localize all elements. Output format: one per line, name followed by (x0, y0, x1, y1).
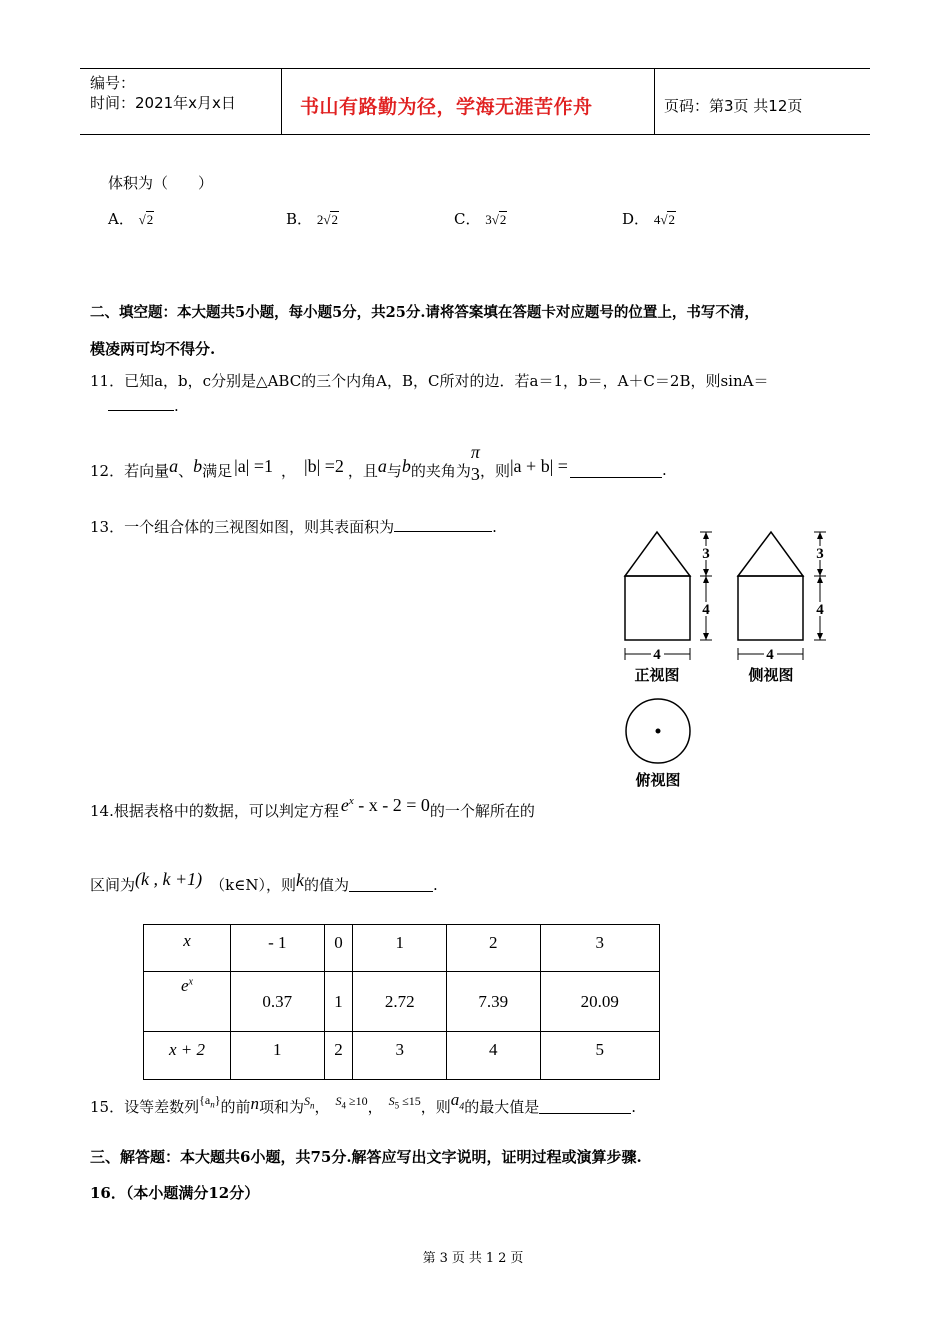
table-cell: 4 (446, 1032, 540, 1080)
q15-n: n (250, 1093, 259, 1113)
side-view (738, 532, 827, 684)
q14-value-prefix: 的值为 (303, 876, 349, 894)
side-view-label: 侧视图 (748, 666, 794, 684)
coefficient: 2 (316, 212, 324, 227)
answer-blank (539, 1099, 631, 1114)
radicand: 2 (331, 212, 338, 227)
table-cell: 2 (446, 925, 540, 972)
abs-b-expression: |b| =2 (304, 455, 344, 476)
dim-label-width: 4 (766, 647, 774, 663)
q15-mid1: 的前 (220, 1098, 251, 1116)
S-base: S (303, 1094, 310, 1109)
header-top-rule (80, 68, 870, 69)
cond1-sub: 4 (341, 1100, 346, 1111)
q14-prefix: 14.根据表格中的数据，可以判定方程 (90, 802, 339, 820)
table-cell: - 1 (231, 925, 325, 972)
section2-heading-line1: 二、填空题：本大题共5小题，每小题5分，共25分.请将答案填在答题卡对应题号的位置上，书写不清， (90, 304, 759, 321)
arrow-icon (817, 569, 823, 576)
arrow-icon (703, 532, 709, 539)
page-footer: 第3页共12页 (422, 1251, 528, 1266)
q12-tail: . (661, 461, 667, 479)
table-cell: 1 (231, 1032, 325, 1080)
q11-text: 11．已知a，b，c分别是△ABC的三个内角A，B，C所对的边．若a＝1，b＝，A＋C＝2B，则sinA＝ (90, 372, 769, 390)
q15-Sn (304, 1094, 315, 1110)
top-view-center-dot (656, 729, 661, 734)
q10-option-b (286, 208, 339, 229)
q10-option-d (622, 208, 676, 229)
seq-open: {a (199, 1093, 211, 1108)
answer-blank (394, 517, 492, 532)
table-cell: 5 (540, 1032, 659, 1080)
radicand: 2 (499, 212, 507, 227)
option-letter: D． (622, 210, 650, 228)
q14-line1 (90, 795, 535, 821)
dim-label-4: 4 (702, 602, 710, 618)
q10-option-c (454, 208, 507, 229)
q16-heading: 16．（本小题满分12分） (90, 1184, 260, 1202)
table-cell: 20.09 (540, 972, 659, 1032)
q13-stem: 13．一个组合体的三视图如图，则其表面积为 (90, 518, 395, 536)
S-sub: n (309, 1100, 315, 1111)
q15-comma1: ， (314, 1098, 330, 1116)
q12-satisfy: 满足 (202, 461, 233, 480)
fraction-denominator: 3 (470, 464, 480, 484)
dim-label-3: 3 (816, 546, 824, 562)
q13-tail: . (492, 518, 497, 536)
three-view-figure (615, 520, 840, 795)
dim-label-width: 4 (653, 647, 661, 663)
fraction-pi-over-3 (471, 441, 480, 485)
row-head-text: e (181, 976, 189, 995)
q10-stem-tail: 体积为（ ） (108, 174, 214, 192)
side-view-body (738, 576, 803, 640)
answer-blank (108, 396, 174, 411)
vector-a-2: a (377, 455, 387, 476)
seq-close: } (214, 1093, 221, 1108)
header-motto: 书山有路勤为径，学海无涯苦作舟 (300, 96, 593, 118)
q12-sep: 、 (178, 461, 194, 480)
row-head-text: x + 2 (168, 1040, 206, 1059)
q15-text (90, 1090, 637, 1117)
q12-angle: 的夹角为 (410, 461, 471, 480)
answer-blank (349, 877, 433, 892)
q15-mid2: 项和为 (258, 1098, 304, 1116)
q14-equation (341, 795, 430, 816)
section3-heading: 三、解答题：本大题共6小题，共75分.解答应写出文字说明，证明过程或演算步骤. (90, 1148, 642, 1166)
front-view-body (625, 576, 690, 640)
data-table (143, 924, 660, 1080)
arrow-icon (817, 633, 823, 640)
table-row (144, 925, 660, 972)
cond2-base: S (388, 1094, 395, 1109)
q15-sequence (199, 1093, 220, 1109)
seq-sub: n (210, 1099, 215, 1110)
cond2-sub: 5 (394, 1100, 400, 1111)
table-row (144, 972, 660, 1032)
row-head-text: x (183, 931, 191, 950)
table-cell: 0 (324, 925, 353, 972)
vector-a: a (169, 455, 179, 476)
q15-tail: . (631, 1097, 637, 1116)
q10-option-a (108, 208, 154, 229)
header-divider-left (281, 68, 282, 135)
q12-and: ，且 (347, 461, 378, 480)
header-time: 时间：2021年x月x日 (90, 94, 236, 112)
abs-sum-expression: |a + b| = (509, 455, 568, 476)
arrow-icon (703, 569, 709, 576)
dim-label-3: 3 (702, 546, 710, 562)
equation-base: e (340, 795, 349, 815)
q15-comma2: ， (367, 1098, 383, 1116)
equation-rest: - x - 2 = 0 (353, 795, 430, 815)
q14-interval-prefix: 区间为 (90, 876, 136, 894)
fraction-numerator: π (470, 442, 480, 462)
table-row-head (144, 972, 231, 1032)
table-cell: 0.37 (231, 972, 325, 1032)
sqrt-expression: 2√2 (316, 212, 338, 227)
radicand: 2 (668, 212, 675, 227)
section2-heading-line2: 模凌两可均不得分. (90, 340, 216, 358)
q14-k: k (295, 870, 304, 890)
cond1-base: S (335, 1094, 342, 1109)
table-cell: 1 (353, 925, 447, 972)
q14-condition: （k∈N），则 (210, 876, 296, 894)
cond1-rest: ≥10 (346, 1094, 368, 1109)
table-cell: 3 (540, 925, 659, 972)
q14-tail: . (432, 875, 438, 894)
a4-base: a (450, 1090, 460, 1110)
dim-label-4: 4 (816, 602, 824, 618)
q13-text (90, 516, 497, 537)
table-cell: 2 (324, 1032, 353, 1080)
sqrt-expression: 4√2 (653, 212, 675, 227)
coefficient: 3 (485, 212, 492, 227)
top-view (626, 699, 690, 789)
option-letter: C． (454, 210, 481, 228)
q15-prefix: 15．设等差数列 (90, 1098, 200, 1116)
header-page-number: 页码：第3页 共12页 (664, 97, 803, 115)
answer-blank (570, 463, 662, 478)
q12-text (90, 442, 667, 485)
coefficient: 4 (653, 212, 661, 227)
abs-a-expression: |a| =1 (234, 455, 273, 476)
front-view-roof (625, 532, 690, 576)
table-cell: 1 (324, 972, 353, 1032)
header-serial: 编号： (90, 74, 136, 92)
arrow-icon (703, 633, 709, 640)
top-view-label: 俯视图 (635, 771, 681, 789)
equation-exponent: x (348, 795, 354, 807)
q15-a4 (451, 1090, 465, 1112)
q12-with: 与 (386, 461, 402, 480)
table-row-head (144, 1032, 231, 1080)
vector-b: b (193, 455, 203, 476)
table-row-head (144, 925, 231, 972)
q12-prefix: 12．若向量 (90, 461, 170, 480)
table-row (144, 1032, 660, 1080)
table-cell: 2.72 (353, 972, 447, 1032)
q12-comma: ， (280, 461, 296, 480)
a4-sub: 4 (459, 1101, 465, 1113)
row-head-sup: x (188, 976, 193, 988)
front-view (625, 532, 713, 684)
q15-cond1 (336, 1094, 368, 1110)
table-cell: 7.39 (446, 972, 540, 1032)
q11-answer-line (108, 396, 179, 415)
header-divider-right (654, 68, 655, 135)
arrow-icon (817, 576, 823, 583)
q14-suffix: 的一个解所在的 (429, 802, 535, 820)
side-view-roof (738, 532, 803, 576)
option-letter: A． (108, 210, 134, 228)
option-letter: B． (286, 210, 313, 228)
q11-tail: . (174, 397, 179, 415)
q15-cond2 (389, 1094, 421, 1110)
sqrt-expression: 3√2 (485, 212, 507, 227)
q12-then: ，则 (479, 461, 510, 480)
radicand: 2 (146, 212, 154, 227)
header-bottom-rule (80, 134, 870, 135)
q15-suffix: 的最大值是 (464, 1098, 540, 1116)
q15-mid3: ，则 (420, 1098, 451, 1116)
arrow-icon (817, 532, 823, 539)
table-cell: 3 (353, 1032, 447, 1080)
sqrt-icon: √2 (138, 212, 154, 227)
front-view-label: 正视图 (634, 666, 680, 684)
q14-interval: (k , k +1) (135, 869, 203, 889)
cond2-rest: ≤15 (399, 1094, 421, 1109)
vector-b-2: b (401, 455, 411, 476)
arrow-icon (703, 576, 709, 583)
q14-line2 (90, 869, 438, 895)
